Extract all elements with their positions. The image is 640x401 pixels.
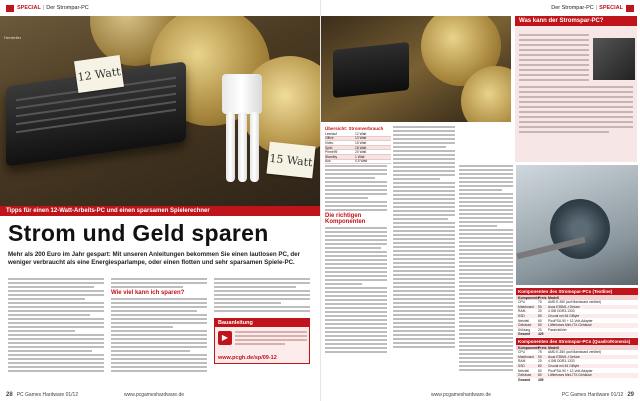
info-box-title: Bauanleitung	[215, 319, 309, 327]
article-intro: Mehr als 200 Euro im Jahr gespart: Mit unseren Anleitungen bekommen Sie einen lautlosen PC, der weniger verbraucht als eine Energiesparlampe, oder einen flotten und sehr sparsamen Spiele-PC.	[8, 251, 301, 266]
text-column-1	[325, 165, 387, 383]
components-table-2	[516, 338, 638, 382]
price-tag-15w: 15 Watt	[266, 142, 315, 179]
table-row: SSD 80 Crucial m4 64 GiByte	[516, 314, 638, 319]
table-row: Gesamt 425	[516, 332, 638, 337]
table-row: SSD 80 Crucial m4 64 GiByte	[516, 364, 638, 369]
table-header: Komponente Preis Modell	[516, 345, 638, 350]
table-row: Netzteil 60 PicoPSU-90 + 12-Volt-Adapter	[518, 318, 593, 323]
table-row: Gehäuse 80 Lüfterloses Mini-ITX-Gehäuse	[516, 323, 638, 328]
section-title: Der Strompar-PC	[46, 5, 89, 11]
table-row: Kühlung 20 Passivkühler	[518, 327, 567, 332]
photo-caption: Tipps für einen 12-Watt-Arbeits-PC und einen sparsamen Spielerechner	[0, 206, 320, 216]
table-title: Komponenten des Stromspar-PCs (Textline)	[516, 288, 638, 295]
cooler-photo	[516, 165, 638, 285]
table-row: Office 13 Watt	[325, 137, 391, 142]
table-row: Standby 1 Watt	[325, 155, 391, 160]
table-header: Komponente Preis Modell	[516, 295, 638, 300]
footer-right	[562, 392, 634, 398]
table-row: Gesamt 405	[518, 377, 544, 382]
energy-saving-bulb-image	[222, 74, 262, 114]
hero-photo	[0, 16, 320, 206]
running-header-right: Der Strompar-PC | SPECIAL	[551, 4, 634, 12]
text-column-1	[8, 278, 104, 386]
page-number: 28	[6, 392, 13, 398]
table-row: Gehäuse 80 Lüfterloses Mini-ITX-Gehäuse	[516, 373, 638, 378]
section-title: Der Strompar-PC	[551, 5, 594, 11]
footer-url: www.pcgameshardware.de	[431, 392, 492, 398]
link-icon: ▶	[218, 331, 232, 345]
page-number: 29	[627, 392, 634, 398]
text-column-2	[111, 278, 207, 386]
overview-title: Übersicht: Stromverbrauch	[325, 126, 384, 131]
table-row: Mainboard 90 Asus E35M1-I Deluxe	[516, 305, 638, 310]
info-box-bauanleitung	[214, 318, 310, 364]
photo-credit: Hersteller	[4, 35, 22, 40]
table-row: Leerlauf 12 Watt	[325, 132, 391, 137]
section-subhead: Die richtigen Komponenten	[325, 213, 366, 225]
table-row: CPU 75 AMD E-350 (auf Mainboard verlötet)	[518, 350, 601, 355]
sidebar-box	[515, 16, 637, 162]
section-marker-icon	[6, 5, 14, 12]
section-subhead: Wie viel kann ich sparen?	[111, 290, 185, 296]
footer-issue: PC Games Hardware 01/12	[561, 392, 624, 398]
table-row: Video 15 Watt	[325, 141, 391, 146]
heatsink-image	[550, 199, 610, 259]
table-row: RAM 20 4 GiB DDR3-1333	[518, 309, 575, 314]
text-column-2	[393, 126, 455, 383]
table-row: Aus 0,5 Watt	[325, 160, 391, 165]
table-row: RAM 20 4 GiB DDR3-1333	[518, 359, 575, 364]
footer-issue: PC Games Hardware 01/12	[16, 392, 79, 398]
components-table-1	[516, 288, 638, 337]
info-box-url[interactable]: www.pcgh.de/sp/09-12	[218, 355, 277, 361]
footer-url: www.pcgameshardware.de	[124, 392, 185, 398]
price-tag-12w: 12 Watt	[74, 55, 124, 93]
table-row: Spiel 18 Watt	[325, 146, 391, 151]
table-row: Netzteil 60 PicoPSU-90 + 12-Volt-Adapter	[518, 368, 593, 373]
table-title: Komponenten des Stromspar-PCs (Quadro/Konexis)	[516, 338, 638, 345]
mini-pc-photo	[321, 16, 511, 122]
article-headline: Strom und Geld sparen	[8, 220, 269, 246]
power-overview-table	[325, 126, 391, 164]
section-label: SPECIAL	[599, 5, 623, 11]
section-marker-icon	[626, 5, 634, 12]
right-page	[320, 0, 640, 401]
table-row: Prime95 20 Watt	[325, 150, 391, 155]
text-column-3	[214, 278, 310, 316]
table-row: Mainboard 90 Asus E35M1-I Deluxe	[516, 355, 638, 360]
text-column-3	[459, 165, 513, 383]
mini-pc-image	[333, 42, 409, 98]
sidebar-image	[593, 38, 635, 80]
section-label: SPECIAL	[17, 5, 41, 11]
sidebar-title: Was kann der Stromspar-PC?	[515, 16, 637, 26]
footer-left	[6, 392, 78, 398]
table-row: CPU 75 AMD E-350 (auf Mainboard verlötet)	[518, 300, 601, 305]
running-header-left: SPECIAL | Der Strompar-PC	[6, 4, 89, 12]
